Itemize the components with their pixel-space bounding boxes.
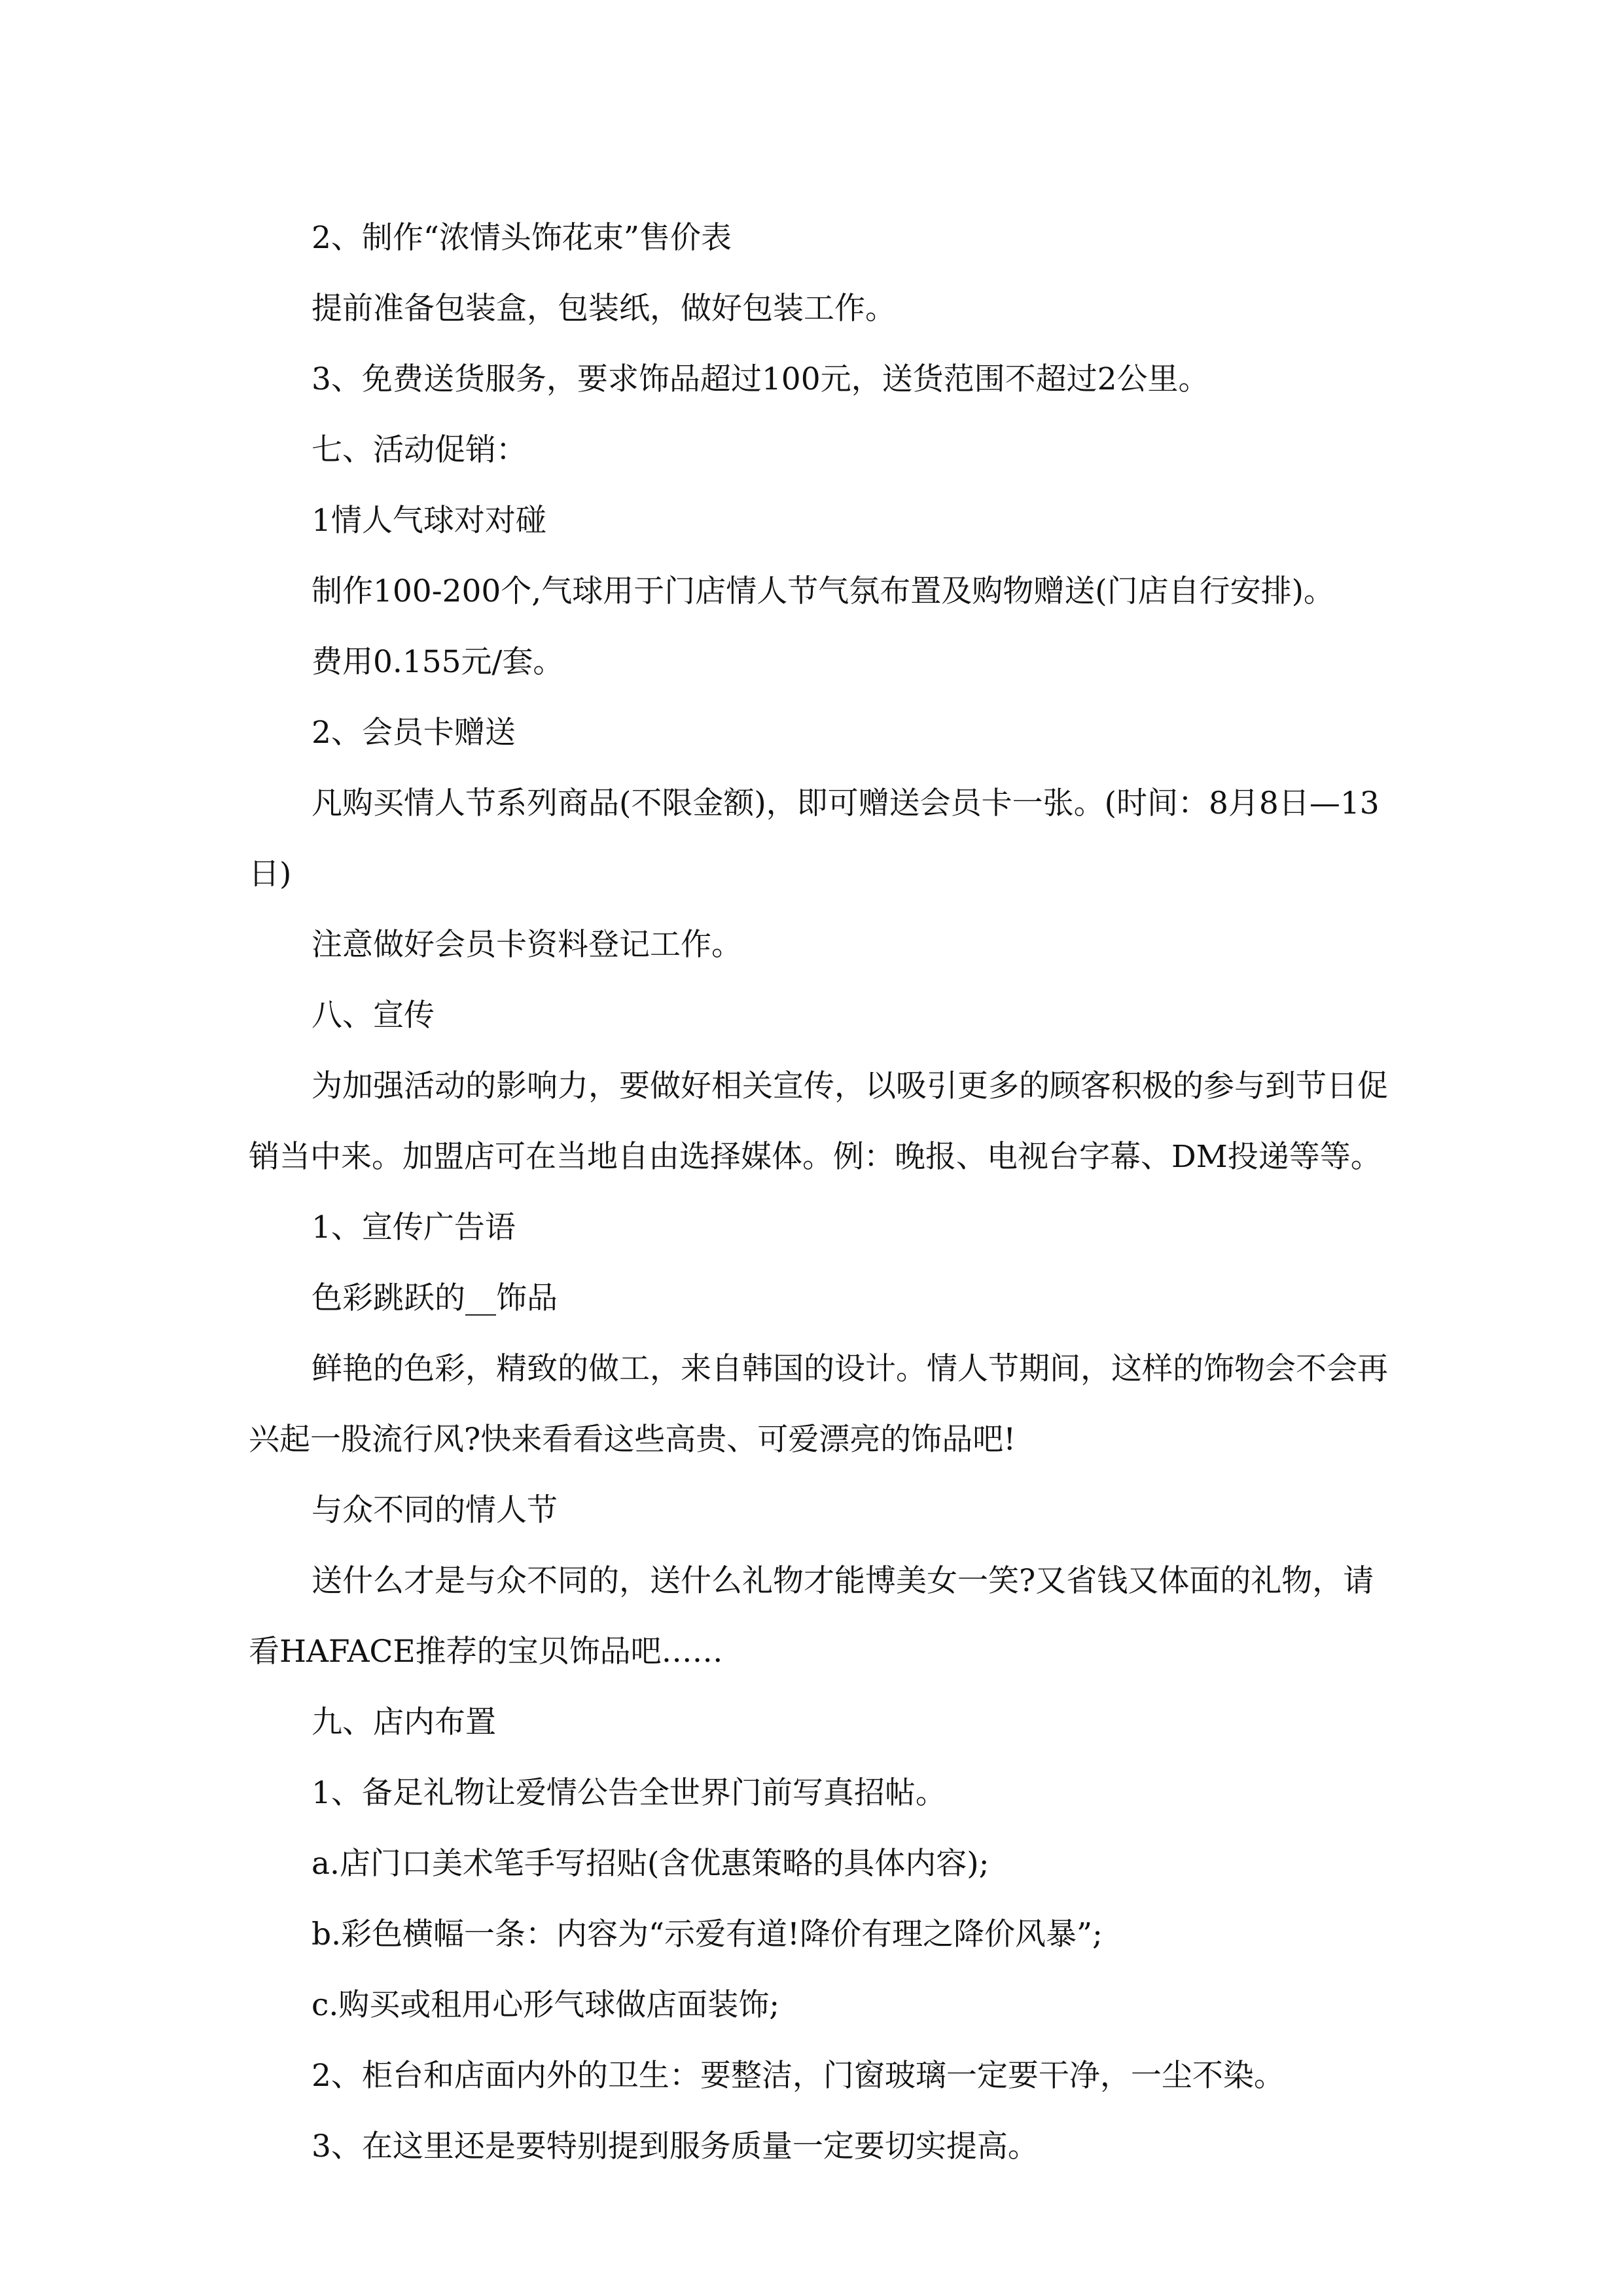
paragraph: 制作100-200个,气球用于门店情人节气氛布置及购物赠送(门店自行安排)。 bbox=[312, 573, 1334, 609]
section-heading: 七、活动促销： bbox=[312, 432, 527, 468]
paragraph: c.购买或租用心形气球做店面装饰; bbox=[312, 1987, 780, 2023]
paragraph: 2、柜台和店面内外的卫生：要整洁，门窗玻璃一定要干净，一尘不染。 bbox=[312, 2058, 1285, 2094]
paragraph: 鲜艳的色彩，精致的做工，来自韩国的设计。情人节期间，这样的饰物会不会再兴起一股流行风?快来看看这些高贵、可爱漂亮的饰品吧! bbox=[249, 1351, 1388, 1458]
paragraph: 与众不同的情人节 bbox=[312, 1492, 558, 1528]
paragraph: 1情人气球对对碰 bbox=[312, 503, 546, 539]
paragraph: 1、备足礼物让爱情公告全世界门前写真招帖。 bbox=[312, 1775, 946, 1811]
paragraph: 费用0.155元/套。 bbox=[312, 644, 564, 680]
paragraph: 送什么才是与众不同的，送什么礼物才能博美女一笑?又省钱又体面的礼物，请看HAFACE推荐的宝贝饰品吧…… bbox=[249, 1563, 1374, 1670]
paragraph: 注意做好会员卡资料登记工作。 bbox=[312, 927, 742, 963]
paragraph: 为加强活动的影响力，要做好相关宣传，以吸引更多的顾客积极的参与到节日促销当中来。加盟店可在当地自由选择媒体。例：晚报、电视台字幕、DM投递等等。 bbox=[249, 1068, 1388, 1175]
paragraph: 3、免费送货服务，要求饰品超过100元，送货范围不超过2公里。 bbox=[312, 361, 1209, 397]
paragraph: 提前准备包装盒，包装纸，做好包装工作。 bbox=[312, 291, 896, 327]
section-heading: 八、宣传 bbox=[312, 997, 435, 1033]
paragraph: 2、会员卡赠送 bbox=[312, 715, 516, 751]
section-heading: 九、店内布置 bbox=[312, 1704, 496, 1740]
paragraph: 1、宣传广告语 bbox=[312, 1210, 516, 1246]
paragraph: 凡购买情人节系列商品(不限金额)，即可赠送会员卡一张。(时间：8月8日—13日) bbox=[249, 785, 1380, 892]
paragraph: a.店门口美术笔手写招贴(含优惠策略的具体内容); bbox=[312, 1846, 990, 1882]
paragraph: b.彩色横幅一条：内容为“示爱有道!降价有理之降价风暴”; bbox=[312, 1916, 1103, 1952]
document-body bbox=[249, 203, 1400, 2182]
paragraph: 3、在这里还是要特别提到服务质量一定要切实提高。 bbox=[312, 2128, 1039, 2164]
paragraph: 2、制作“浓情头饰花束”售价表 bbox=[312, 220, 732, 256]
paragraph: 色彩跳跃的__饰品 bbox=[312, 1280, 558, 1316]
